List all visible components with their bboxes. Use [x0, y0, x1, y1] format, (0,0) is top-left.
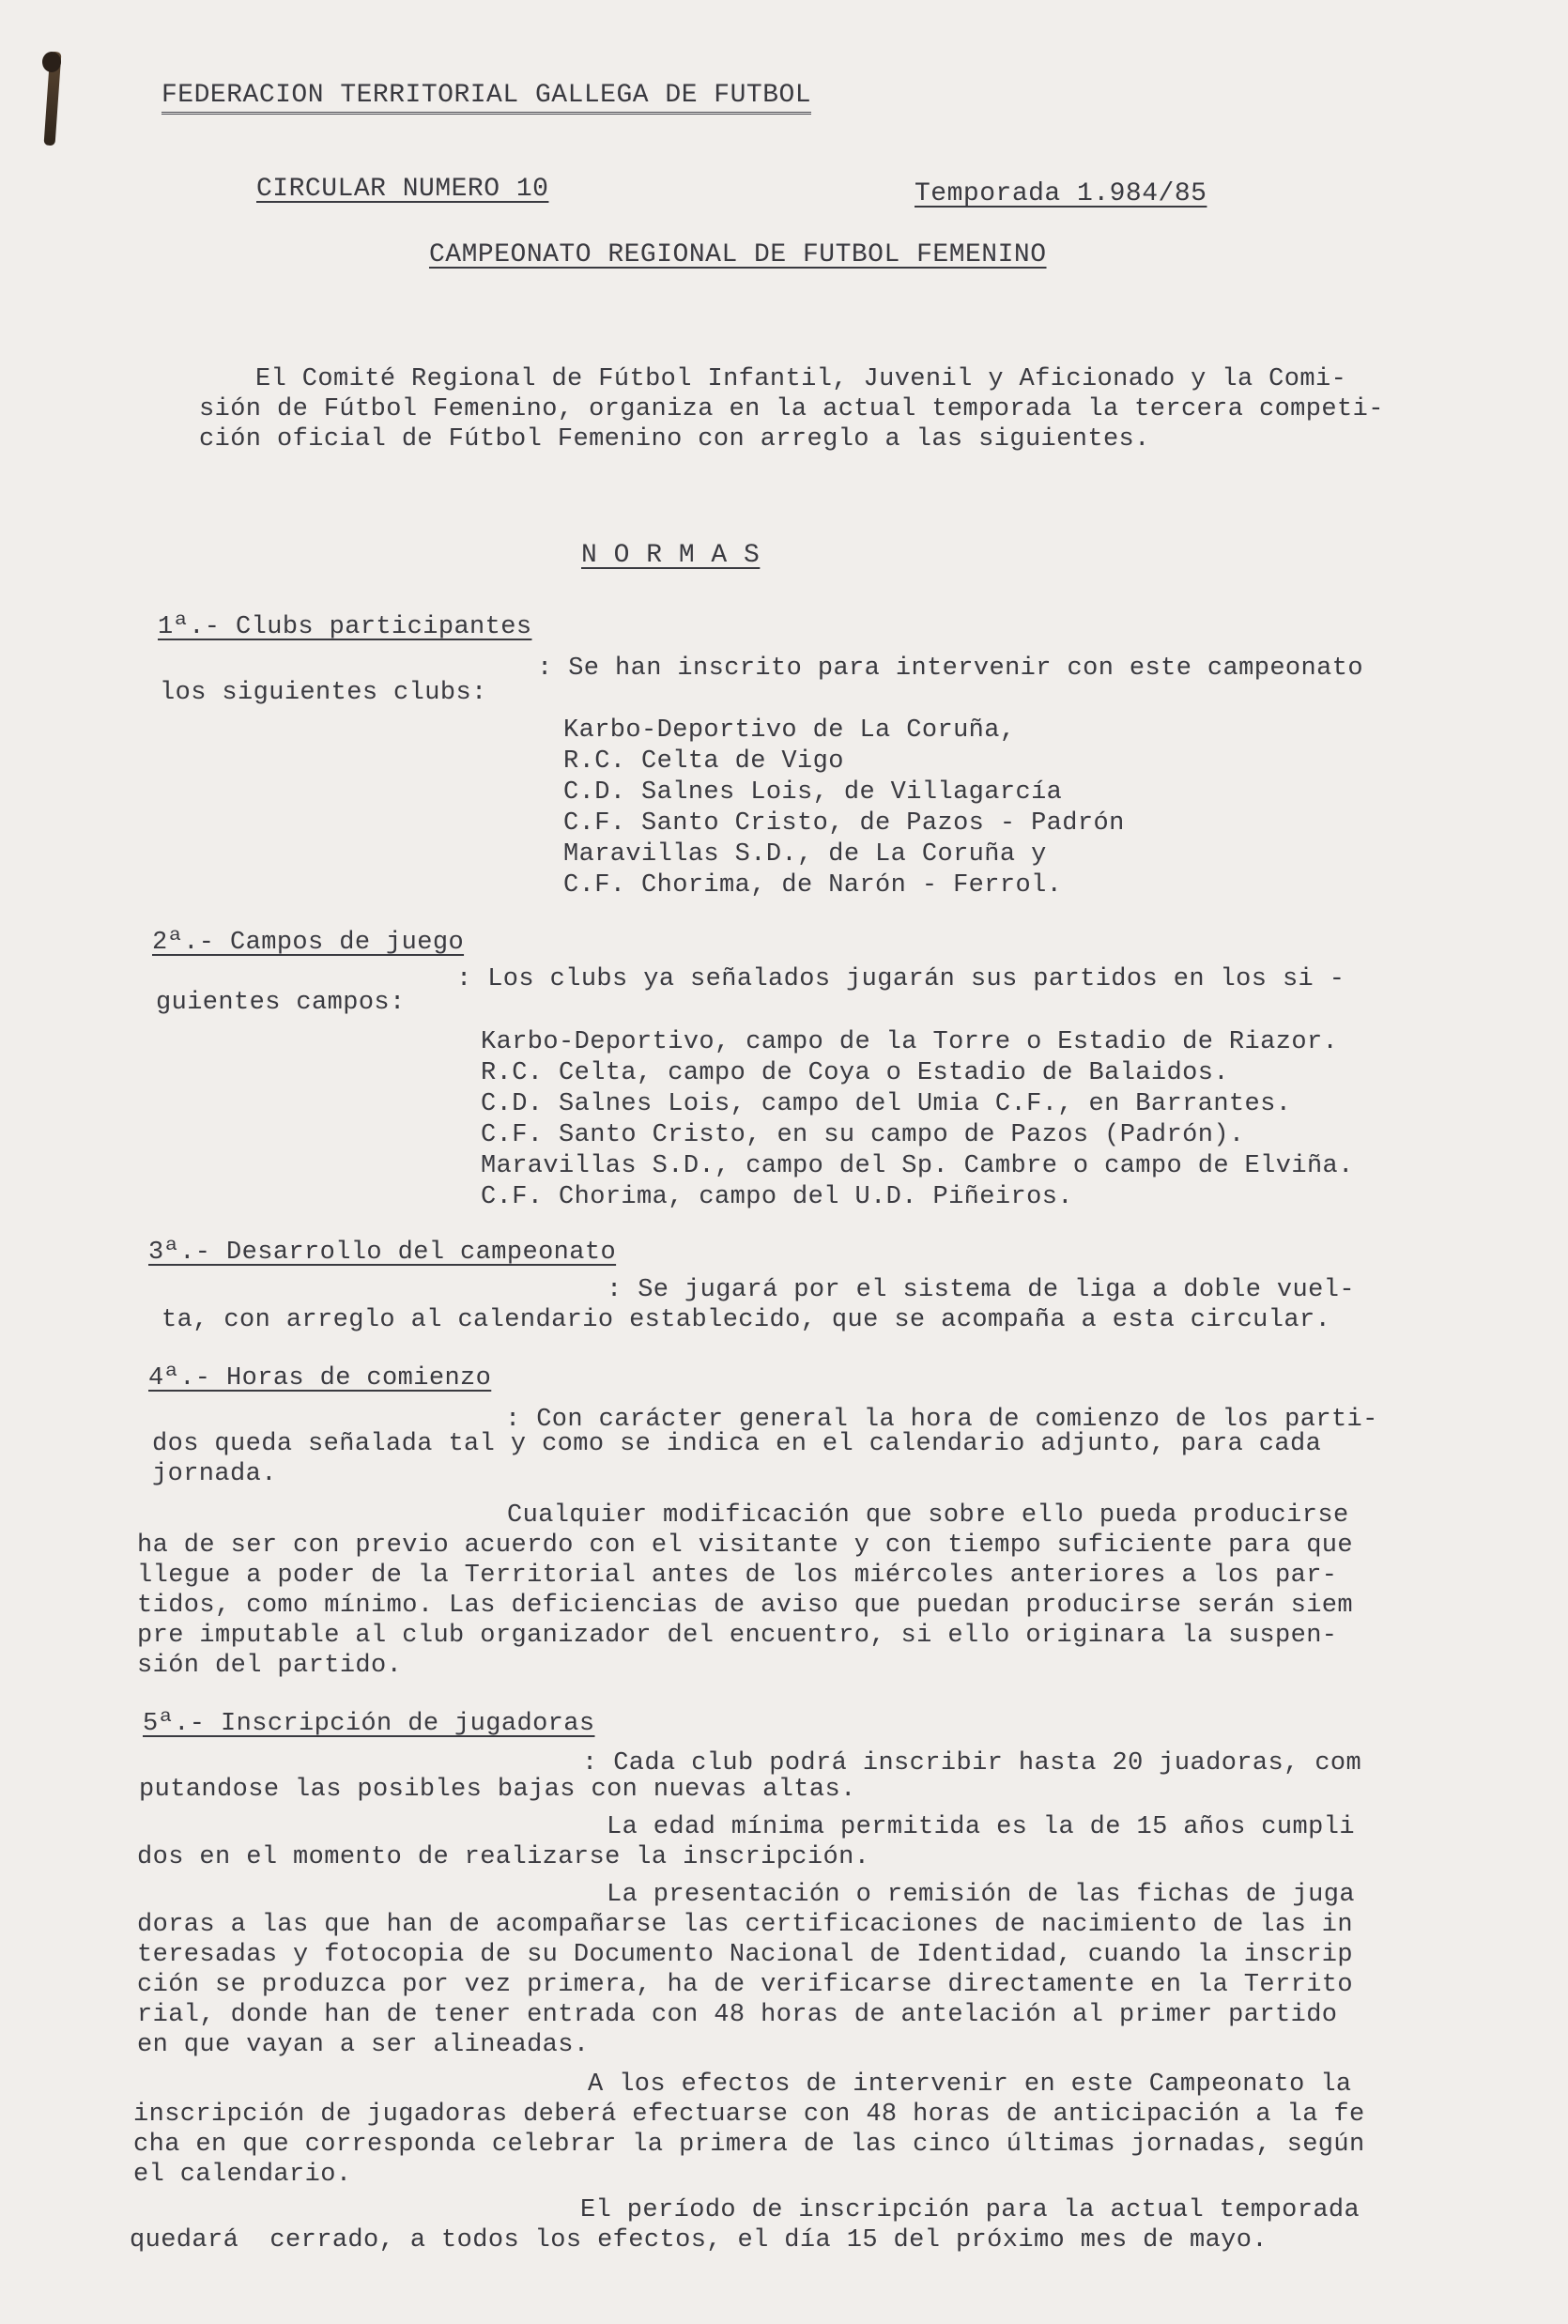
- circular-number: CIRCULAR NUMERO 10: [256, 175, 549, 204]
- text-line: inscripción de jugadoras deberá efectuarse con 48 horas de anticipación a la fe: [133, 2101, 1365, 2129]
- text-line: La edad mínima permitida es la de 15 años cumpli: [607, 1813, 1355, 1841]
- section-3-cont: ta, con arreglo al calendario establecido, que se acompaña a esta circular.: [161, 1306, 1331, 1334]
- text-line: teresadas y fotocopia de su Documento Nacional de Identidad, cuando la inscrip: [137, 1941, 1354, 1969]
- section-2-cont: guientes campos:: [156, 989, 406, 1017]
- list-item: Karbo-Deportivo de La Coruña,: [563, 716, 1016, 745]
- text-line: cha en que corresponda celebrar la primera de las cinco últimas jornadas, según: [133, 2131, 1365, 2159]
- text-line: llegue a poder de la Territorial antes de los miércoles anteriores a los par-: [137, 1562, 1338, 1590]
- text-line: pre imputable al club organizador del encuentro, si ello originara la suspen-: [137, 1622, 1338, 1650]
- text-line: La presentación o remisión de las fichas de juga: [607, 1881, 1355, 1909]
- pin-head: [42, 52, 61, 72]
- text-line: el calendario.: [133, 2161, 352, 2189]
- section-5-paragraph-3: [137, 1880, 1355, 2060]
- text-line: El período de inscripción para la actual temporada: [580, 2196, 1360, 2224]
- federation-name: FEDERACION TERRITORIAL GALLEGA DE FUTBOL: [161, 81, 811, 115]
- section-5-paragraph-4: [133, 2070, 1365, 2190]
- section-4-lead: : Con carácter general la hora de comienzo de los parti-: [505, 1406, 1378, 1434]
- text-line: dos queda señalada tal y como se indica en el calendario adjunto, para cada: [152, 1430, 1322, 1458]
- text-line: doras a las que han de acompañarse las certificaciones de nacimiento de las in: [137, 1911, 1354, 1939]
- clubs-list: [563, 716, 1125, 901]
- list-item: C.F. Chorima, campo del U.D. Piñeiros.: [481, 1183, 1073, 1211]
- section-5-paragraph-2: [137, 1812, 1355, 1872]
- intro-line: El Comité Regional de Fútbol Infantil, Juvenil y Aficionado y la Comi-: [255, 365, 1347, 393]
- normas-heading: N O R M A S: [581, 541, 761, 570]
- section-4-paragraph-2: [137, 1501, 1353, 1681]
- text-line: ha de ser con previo acuerdo con el visitante y con tiempo suficiente para que: [137, 1531, 1354, 1560]
- intro-paragraph: [199, 364, 1384, 454]
- season: Temporada 1.984/85: [915, 179, 1207, 208]
- text-line: ción se produzca por vez primera, ha de verificarse directamente en la Territo: [137, 1971, 1354, 1999]
- text-line: dos en el momento de realizarse la inscripción.: [137, 1843, 870, 1871]
- list-item: C.D. Salnes Lois, campo del Umia C.F., en Barrantes.: [481, 1090, 1292, 1118]
- section-4-heading: 4ª.- Horas de comienzo: [148, 1364, 492, 1393]
- document-title: CAMPEONATO REGIONAL DE FUTBOL FEMENINO: [429, 240, 1047, 269]
- text-line: en que vayan a ser alineadas.: [137, 2031, 590, 2059]
- section-5-lead: : Cada club podrá inscribir hasta 20 juadoras, com: [582, 1749, 1362, 1778]
- section-2-heading: 2ª.- Campos de juego: [152, 929, 465, 957]
- section-4-cont: [152, 1429, 1321, 1489]
- text-line: jornada.: [152, 1460, 277, 1488]
- list-item: R.C. Celta, campo de Coya o Estadio de Balaidos.: [481, 1059, 1229, 1087]
- section-5-cont: putandose las posibles bajas con nuevas altas.: [139, 1776, 856, 1804]
- section-1-cont: los siguientes clubs:: [160, 679, 487, 707]
- text-line: Cualquier modificación que sobre ello pueda producirse: [507, 1501, 1349, 1530]
- section-3-lead: : Se jugará por el sistema de liga a doble vuel-: [607, 1276, 1355, 1304]
- section-3-heading: 3ª.- Desarrollo del campeonato: [148, 1239, 617, 1267]
- list-item: Maravillas S.D., campo del Sp. Cambre o campo de Elviña.: [481, 1152, 1354, 1180]
- section-2-lead: : Los clubs ya señalados jugarán sus partidos en los si -: [456, 965, 1345, 993]
- list-item: C.F. Santo Cristo, de Pazos - Padrón: [563, 809, 1125, 838]
- intro-line: sión de Fútbol Femenino, organiza en la actual temporada la tercera competi-: [199, 395, 1384, 423]
- text-line: quedará cerrado, a todos los efectos, el día 15 del próximo mes de mayo.: [130, 2226, 1268, 2255]
- list-item: C.D. Salnes Lois, de Villagarcía: [563, 778, 1063, 807]
- text-line: sión del partido.: [137, 1652, 403, 1680]
- intro-line: ción oficial de Fútbol Femenino con arreglo a las siguientes.: [199, 425, 1150, 454]
- text-line: rial, donde han de tener entrada con 48 horas de antelación al primer partido: [137, 2001, 1338, 2029]
- list-item: Karbo-Deportivo, campo de la Torre o Estadio de Riazor.: [481, 1028, 1339, 1056]
- text-line: A los efectos de intervenir en este Campeonato la: [588, 2070, 1352, 2099]
- list-item: C.F. Chorima, de Narón - Ferrol.: [563, 871, 1063, 900]
- section-1-lead: : Se han inscrito para intervenir con este campeonato: [537, 654, 1363, 683]
- section-1-heading: 1ª.- Clubs participantes: [158, 613, 532, 641]
- text-line: tidos, como mínimo. Las deficiencias de aviso que puedan producirse serán siem: [137, 1592, 1354, 1620]
- list-item: R.C. Celta de Vigo: [563, 747, 844, 776]
- fields-list: [481, 1027, 1354, 1213]
- section-5-paragraph-5: [130, 2195, 1360, 2255]
- section-5-heading: 5ª.- Inscripción de jugadoras: [143, 1710, 595, 1738]
- list-item: C.F. Santo Cristo, en su campo de Pazos (Padrón).: [481, 1121, 1245, 1149]
- list-item: Maravillas S.D., de La Coruña y: [563, 840, 1047, 869]
